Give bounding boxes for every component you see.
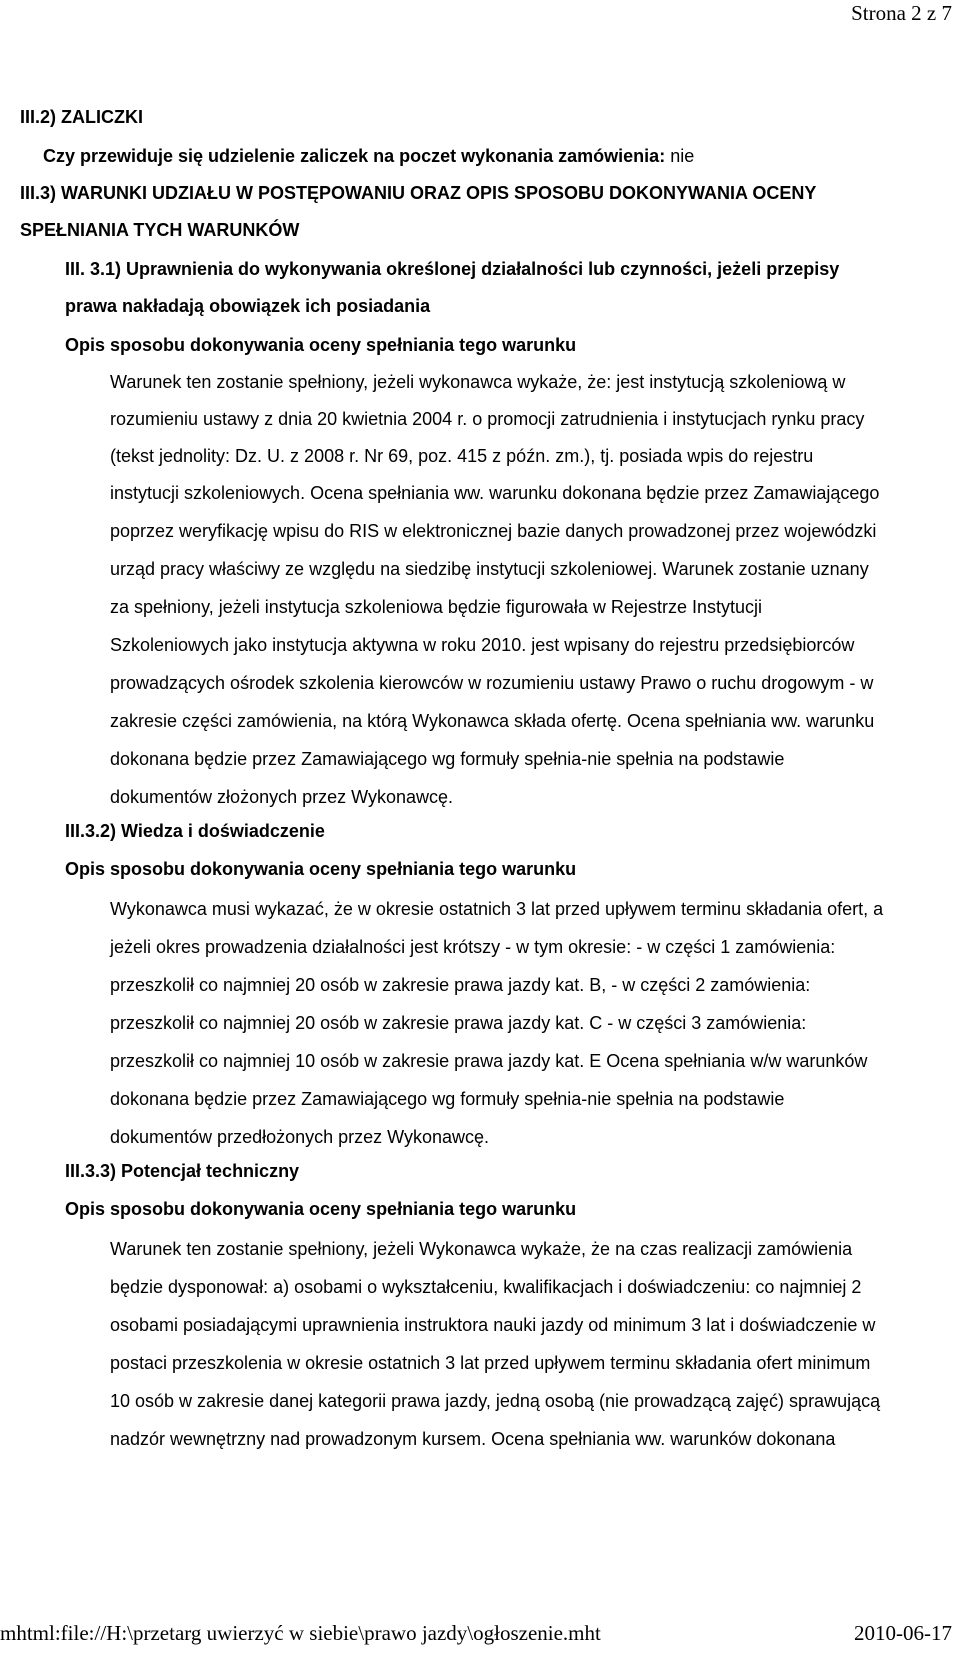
footer-file-path: mhtml:file://H:\przetarg uwierzyć w siebie\prawo jazdy\ogłoszenie.mht (0, 1621, 601, 1645)
paragraph-line: instytucji szkoleniowych. Ocena spełniania ww. warunku dokonana będzie przez Zamawiającego (110, 483, 880, 503)
paragraph-line: dokumentów złożonych przez Wykonawcę. (110, 787, 453, 807)
paragraph-line: przeszkolił co najmniej 20 osób w zakresie prawa jazdy kat. B, - w części 2 zamówienia: (110, 975, 811, 995)
paragraph-line: prowadzących ośrodek szkolenia kierowców w rozumieniu ustawy Prawo o ruchu drogowym - w (110, 673, 874, 693)
paragraph-line: dokonana będzie przez Zamawiającego wg formuły spełnia-nie spełnia na podstawie (110, 749, 785, 769)
subsection-title-uprawnienia-line-2: prawa nakładają obowiązek ich posiadania (65, 296, 431, 316)
paragraph-line: przeszkolił co najmniej 10 osób w zakresie prawa jazdy kat. E Ocena spełniania w/w warunków (110, 1051, 868, 1071)
page-number: Strona 2 z 7 (851, 1, 952, 25)
paragraph-line: przeszkolił co najmniej 20 osób w zakresie prawa jazdy kat. C - w części 3 zamówienia: (110, 1013, 807, 1033)
zaliczki-question: Czy przewiduje się udzielenie zaliczek na poczet wykonania zamówienia: (43, 146, 666, 166)
subsection-title-uprawnienia-line-1: III. 3.1) Uprawnienia do wykonywania określonej działalności lub czynności, jeżeli przepisy (65, 259, 840, 279)
paragraph-line: Warunek ten zostanie spełniony, jeżeli wykonawca wykaże, że: jest instytucją szkoleniową w (110, 372, 846, 392)
paragraph-line: Szkoleniowych jako instytucja aktywna w roku 2010. jest wpisany do rejestru przedsiębiorców (110, 635, 855, 655)
paragraph-line: dokumentów przedłożonych przez Wykonawcę. (110, 1127, 490, 1147)
section-title-warunki-line-2: SPEŁNIANIA TYCH WARUNKÓW (20, 220, 300, 240)
section-title-warunki-line-1: III.3) WARUNKI UDZIAŁU W POSTĘPOWANIU ORAZ OPIS SPOSOBU DOKONYWANIA OCENY (20, 183, 817, 203)
paragraph-line: 10 osób w zakresie danej kategorii prawa jazdy, jedną osobą (nie prowadzącą zajęć) sprawującą (110, 1391, 881, 1411)
paragraph-line: jeżeli okres prowadzenia działalności jest krótszy - w tym okresie: - w części 1 zamówienia: (110, 937, 836, 957)
paragraph-line: (tekst jednolity: Dz. U. z 2008 r. Nr 69, poz. 415 z późn. zm.), tj. posiada wpis do rejestru (110, 446, 814, 466)
paragraph-line: dokonana będzie przez Zamawiającego wg formuły spełnia-nie spełnia na podstawie (110, 1089, 785, 1109)
paragraph-line: urząd pracy właściwy ze względu na siedzibę instytucji szkoleniowej. Warunek zostanie uznany (110, 559, 869, 579)
paragraph-line: rozumieniu ustawy z dnia 20 kwietnia 2004 r. o promocji zatrudnienia i instytucjach rynku pracy (110, 409, 865, 429)
section-title-zaliczki: III.2) ZALICZKI (20, 107, 143, 127)
subsection-title-potencjal: III.3.3) Potencjał techniczny (65, 1161, 300, 1181)
criteria-heading-2: Opis sposobu dokonywania oceny spełniania tego warunku (65, 859, 577, 879)
paragraph-line: Warunek ten zostanie spełniony, jeżeli Wykonawca wykaże, że na czas realizacji zamówienia (110, 1239, 853, 1259)
paragraph-line: postaci przeszkolenia w okresie ostatnich 3 lat przed upływem terminu składania ofert minimum (110, 1353, 871, 1373)
criteria-heading-3: Opis sposobu dokonywania oceny spełniania tego warunku (65, 1199, 577, 1219)
zaliczki-answer: nie (665, 146, 695, 166)
subsection-title-wiedza: III.3.2) Wiedza i doświadczenie (65, 821, 325, 841)
footer-date: 2010-06-17 (854, 1621, 952, 1645)
zaliczki-question-row (43, 145, 694, 167)
paragraph-line: zakresie części zamówienia, na którą Wykonawca składa ofertę. Ocena spełniania ww. warunku (110, 711, 875, 731)
criteria-heading-1: Opis sposobu dokonywania oceny spełniania tego warunku (65, 335, 577, 355)
paragraph-line: Wykonawca musi wykazać, że w okresie ostatnich 3 lat przed upływem terminu składania ofert, a (110, 899, 884, 919)
paragraph-line: będzie dysponował: a) osobami o wykształceniu, kwalifikacjach i doświadczeniu: co najmniej 2 (110, 1277, 862, 1297)
paragraph-line: za spełniony, jeżeli instytucja szkoleniowa będzie figurowała w Rejestrze Instytucji (110, 597, 762, 617)
paragraph-line: nadzór wewnętrzny nad prowadzonym kursem. Ocena spełniania ww. warunków dokonana (110, 1429, 836, 1449)
paragraph-line: poprzez weryfikację wpisu do RIS w elektronicznej bazie danych prowadzonej przez wojewódzki (110, 521, 877, 541)
paragraph-line: osobami posiadającymi uprawnienia instruktora nauki jazdy od minimum 3 lat i doświadczenie w (110, 1315, 876, 1335)
